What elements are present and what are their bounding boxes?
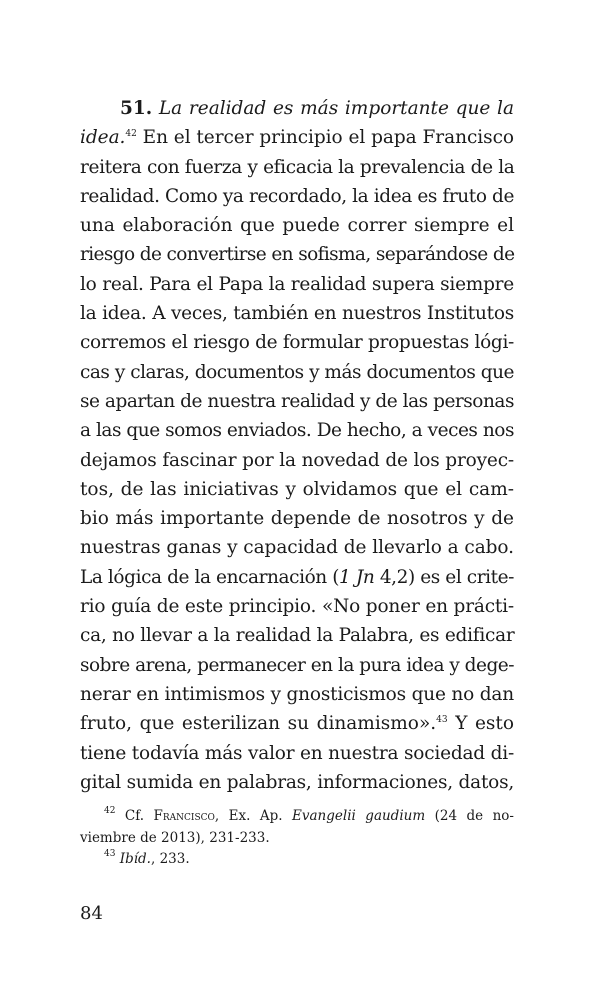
paragraph-line: tos, de las iniciativas y olvidamos que el cam-: [80, 478, 514, 500]
paragraph-line: corremos el riesgo de formular propuestas lógi-: [80, 332, 514, 354]
footnote-42-continued: viembre de 2013), 231-233.: [80, 829, 270, 846]
paragraph-line: reitera con fuerza y eficacia la prevalencia de la: [80, 156, 515, 178]
paragraph-line: gital sumida en palabras, informaciones, datos,: [80, 771, 514, 793]
paragraph-line: tiene todavía más valor en nuestra sociedad di-: [80, 742, 514, 764]
paragraph-line: [80, 94, 514, 123]
footnote-42: $^{42}$ Cf. Francisco, Ex. Ap. Evangelii gaudium (24 de no-: [104, 806, 514, 824]
footnote-title: Evangelii gaudium: [292, 808, 426, 824]
footnote-ref-42[interactable]: 42: [125, 129, 137, 140]
footnote-number: 43: [104, 849, 116, 859]
paragraph-line: rio guía de este principio. «No poner en prácti-: [80, 596, 514, 618]
paragraph-line: ca, no llevar a la realidad la Palabra, es edificar: [80, 625, 515, 647]
page-number: 84: [80, 903, 103, 924]
paragraph-heading: La realidad es más importante que la: [158, 98, 514, 119]
paragraph-line: la idea. A veces, también en nuestros Institutos: [80, 303, 515, 325]
paragraph-line: una elaboración que puede correr siempre el: [80, 215, 514, 237]
paragraph-line: fruto, que esterilizan su dinamismo».$^{43}$ Y esto: [80, 713, 514, 735]
paragraph-number: 51.: [120, 98, 153, 119]
paragraph-line: La lógica de la encarnación (1 Jn 4,2) es el crite-: [80, 566, 515, 588]
paragraph-line: dejamos fascinar por la novedad de los proyec-: [80, 449, 514, 471]
paragraph-line: nuestras ganas y capacidad de llevarlo a cabo.: [80, 537, 514, 559]
footnote-43: $^{43}$ Ibíd., 233.: [104, 849, 190, 867]
footnote-author: Francisco: [153, 808, 215, 824]
footnotes: [80, 806, 514, 871]
footnote-number: 42: [104, 806, 116, 816]
paragraph-line: idea.$^{42}$ En el tercer principio el papa Francisco: [80, 127, 515, 149]
paragraph-line: lo real. Para el Papa la realidad supera siempre: [80, 273, 514, 295]
paragraph-heading-end: idea.: [80, 127, 126, 149]
footnote-ref-43[interactable]: 43: [436, 715, 448, 726]
paragraph-line: se apartan de nuestra realidad y de las personas: [80, 390, 514, 412]
bible-citation: 1 Jn: [339, 566, 375, 588]
paragraph-line: sobre arena, permanecer en la pura idea y dege-: [80, 654, 514, 676]
paragraph-line: realidad. Como ya recordado, la idea es fruto de: [80, 185, 514, 207]
paragraph-line: nerar en intimismos y gnosticismos que no dan: [80, 683, 514, 705]
paragraph-line: a las que somos enviados. De hecho, a veces nos: [80, 420, 514, 442]
paragraph-line: bio más importante depende de nosotros y de: [80, 508, 514, 530]
footnote-ibid: Ibíd.: [115, 851, 151, 867]
main-paragraph: [80, 94, 514, 797]
paragraph-line: cas y claras, documentos y más documentos que: [80, 361, 515, 383]
paragraph-line: riesgo de convertirse en sofisma, separándose de: [80, 244, 515, 266]
